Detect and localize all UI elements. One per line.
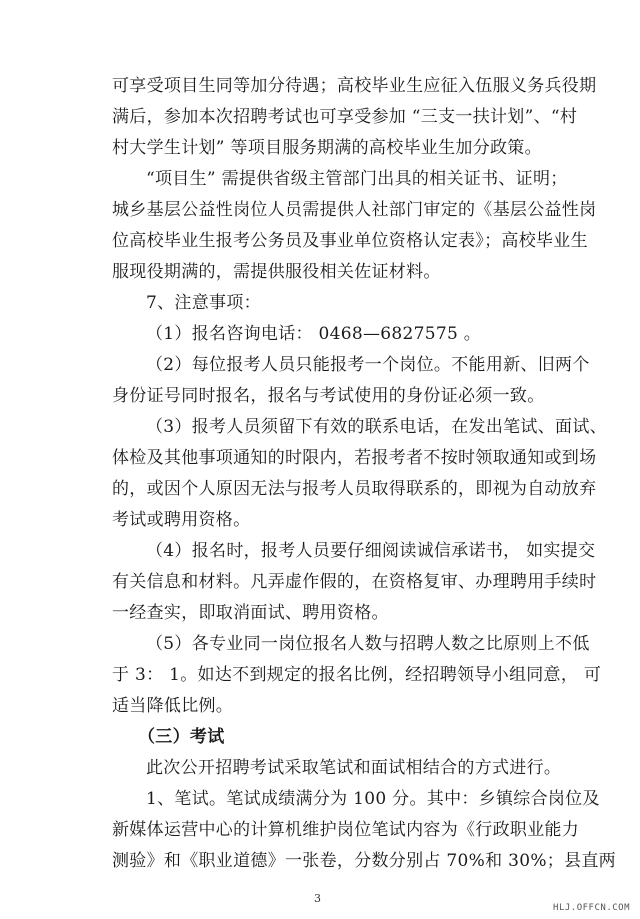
text-line: （1）报名咨询电话： 0468—6827575 。 — [146, 324, 482, 344]
text-line: 身份证号同时报名，报名与考试使用的身份证必须一致。 — [112, 386, 545, 406]
section-heading: （三）考试 — [138, 727, 225, 747]
text-line: 可享受项目生同等加分待遇；高校毕业生应征入伍服义务兵役期 — [112, 76, 597, 96]
text-line: 满后，参加本次招聘考试也可享受参加 “三支一扶计划”、“村 — [112, 107, 578, 127]
text-line: 位高校毕业生报考公务员及事业单位资格认定表》；高校毕业生 — [112, 231, 588, 251]
text-line: 一经查实，即取消面试、聘用资格。 — [112, 603, 389, 623]
text-line: 测验》和《职业道德》一张卷，分数分别占 70%和 30%；县直两 — [112, 851, 616, 871]
page-number: 3 — [314, 892, 321, 905]
text-line: 适当降低比例。 — [112, 696, 234, 716]
text-line: 村大学生计划” 等项目服务期满的高校毕业生加分政策。 — [112, 138, 542, 158]
text-line: “项目生” 需提供省级主管部门出具的相关证书、证明； — [146, 169, 568, 189]
text-line: 此次公开招聘考试采取笔试和面试相结合的方式进行。 — [146, 758, 562, 778]
text-line: 1、笔试。笔试成绩满分为 100 分。其中：乡镇综合岗位及 — [146, 789, 600, 809]
section-heading: 7、注意事项： — [146, 293, 261, 313]
text-line: （2）每位报考人员只能报考一个岗位。不能用新、旧两个 — [146, 355, 590, 375]
text-line: 考试或聘用资格。 — [112, 510, 251, 530]
text-line: 体检及其他事项通知的时限内，若报考者不按时领取通知或到场 — [112, 448, 597, 468]
text-line: 的，或因个人原因无法与报考人员取得联系的，即视为自动放弃 — [112, 479, 597, 499]
text-line: 城乡基层公益性岗位人员需提供人社部门审定的《基层公益性岗 — [112, 200, 597, 220]
text-line: （5）各专业同一岗位报名人数与招聘人数之比原则上不低 — [146, 634, 590, 654]
text-line: 服现役期满的，需提供服役相关佐证材料。 — [112, 262, 441, 282]
text-line: 于 3： 1。如达不到规定的报名比例，经招聘领导小组同意， 可 — [112, 665, 602, 685]
text-line: （3）报考人员须留下有效的联系电话，在发出笔试、面试、 — [146, 417, 607, 437]
text-line: 新媒体运营中心的计算机维护岗位笔试内容为《行政职业能力 — [112, 820, 580, 840]
text-line: （4）报名时，报考人员要仔细阅读诚信承诺书， 如实提交 — [146, 541, 596, 561]
site-watermark: HLJ.OFFCN.COM — [553, 903, 630, 913]
text-line: 有关信息和材料。凡弄虚作假的，在资格复审、办理聘用手续时 — [112, 572, 597, 592]
